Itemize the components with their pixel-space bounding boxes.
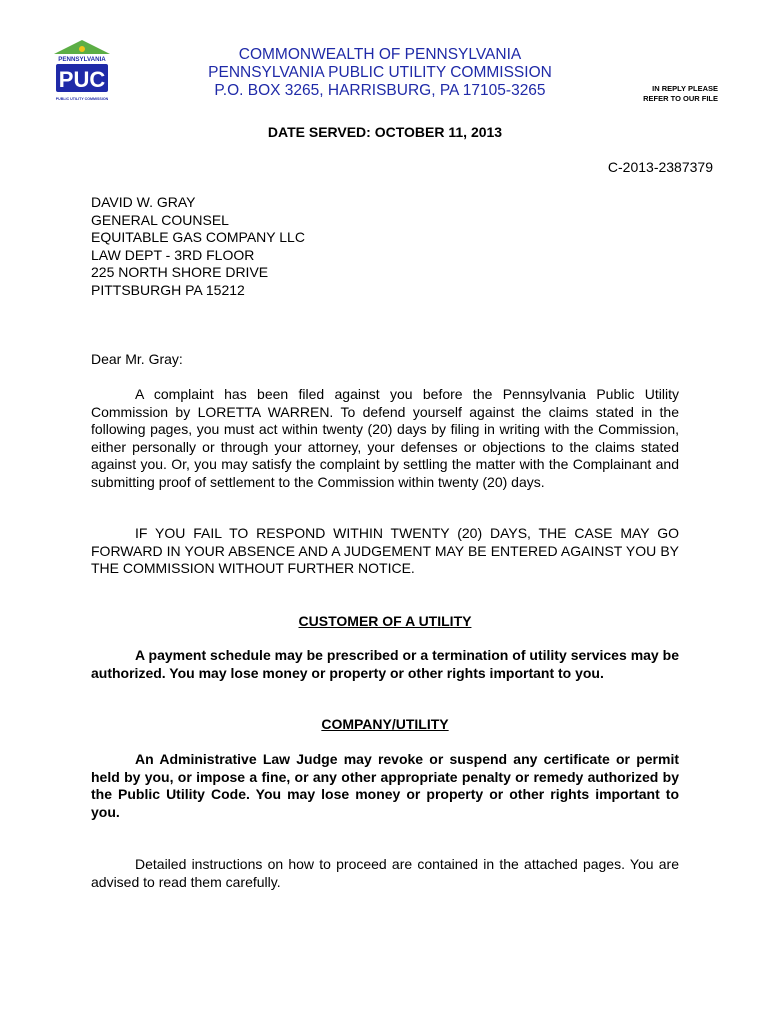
date-served: DATE SERVED: OCTOBER 11, 2013 bbox=[267, 124, 503, 140]
puc-logo bbox=[50, 38, 114, 104]
puc-logo-icon bbox=[50, 38, 114, 104]
address-line: GENERAL COUNSEL bbox=[91, 211, 229, 228]
header-line-1: COMMONWEALTH OF PENNSYLVANIA bbox=[238, 46, 522, 63]
logo-sun bbox=[79, 46, 85, 52]
reply-line-1: IN REPLY PLEASE bbox=[652, 84, 718, 93]
paragraph-complaint: A complaint has been filed against you before the Pennsylvania Public Utility Commission by LORETTA WARREN. To defend yourself against the claims stated in the following pages, you must act within twenty (20) days by filing in writing with the Commission, either personally or through your attorney, your defenses or objections to the claims stated against you. Or, you may satisfy the complaint by settling the matter with the Complainant and submitting proof of settlement to the Commission within twenty (20) days. bbox=[91, 386, 679, 490]
customer-text: A payment schedule may be prescribed or a termination of utility services may be authorized. You may lose money or property or other rights important to you. bbox=[91, 647, 679, 681]
heading-company: COMPANY/UTILITY bbox=[321, 716, 449, 732]
address-line: EQUITABLE GAS COMPANY LLC bbox=[91, 229, 305, 245]
reply-line-2: REFER TO OUR FILE bbox=[643, 94, 718, 103]
address-line: LAW DEPT - 3RD FLOOR bbox=[91, 246, 255, 263]
company-text: An Administrative Law Judge may revoke or suspend any certificate or permit held by you, or impose a fine, or any other appropriate penalty or remedy authorized by the Public Utility Code. You may lose money or property or other rights important to you. bbox=[91, 751, 679, 820]
logo-top-text: PENNSYLVANIA bbox=[58, 56, 106, 63]
address-line: DAVID W. GRAY bbox=[91, 194, 196, 210]
heading-customer: CUSTOMER OF A UTILITY bbox=[298, 613, 472, 629]
reply-note bbox=[600, 84, 718, 104]
header-line-3: P.O. BOX 3265, HARRISBURG, PA 17105-3265 bbox=[214, 82, 546, 99]
logo-main-text: PUC bbox=[58, 67, 106, 92]
paragraph-warning: IF YOU FAIL TO RESPOND WITHIN TWENTY (20) DAYS, THE CASE MAY GO FORWARD IN YOUR ABSENCE AND A JUDGEMENT MAY BE ENTERED AGAINST YOU BY THE COMMISSION WITHOUT FURTHER NOTICE. bbox=[91, 525, 679, 576]
address-line: PITTSBURGH PA 15212 bbox=[91, 281, 245, 298]
salutation: Dear Mr. Gray: bbox=[91, 351, 183, 367]
closing-paragraph: Detailed instructions on how to proceed are contained in the attached pages. You are advised to read them carefully. bbox=[91, 856, 679, 890]
docket-number: C-2013-2387379 bbox=[607, 159, 713, 175]
recipient-address bbox=[91, 194, 305, 299]
header-line-2: PENNSYLVANIA PUBLIC UTILITY COMMISSION bbox=[208, 64, 552, 81]
address-line: 225 NORTH SHORE DRIVE bbox=[91, 264, 269, 280]
logo-bottom-text: PUBLIC UTILITY COMMISSION bbox=[55, 97, 109, 101]
